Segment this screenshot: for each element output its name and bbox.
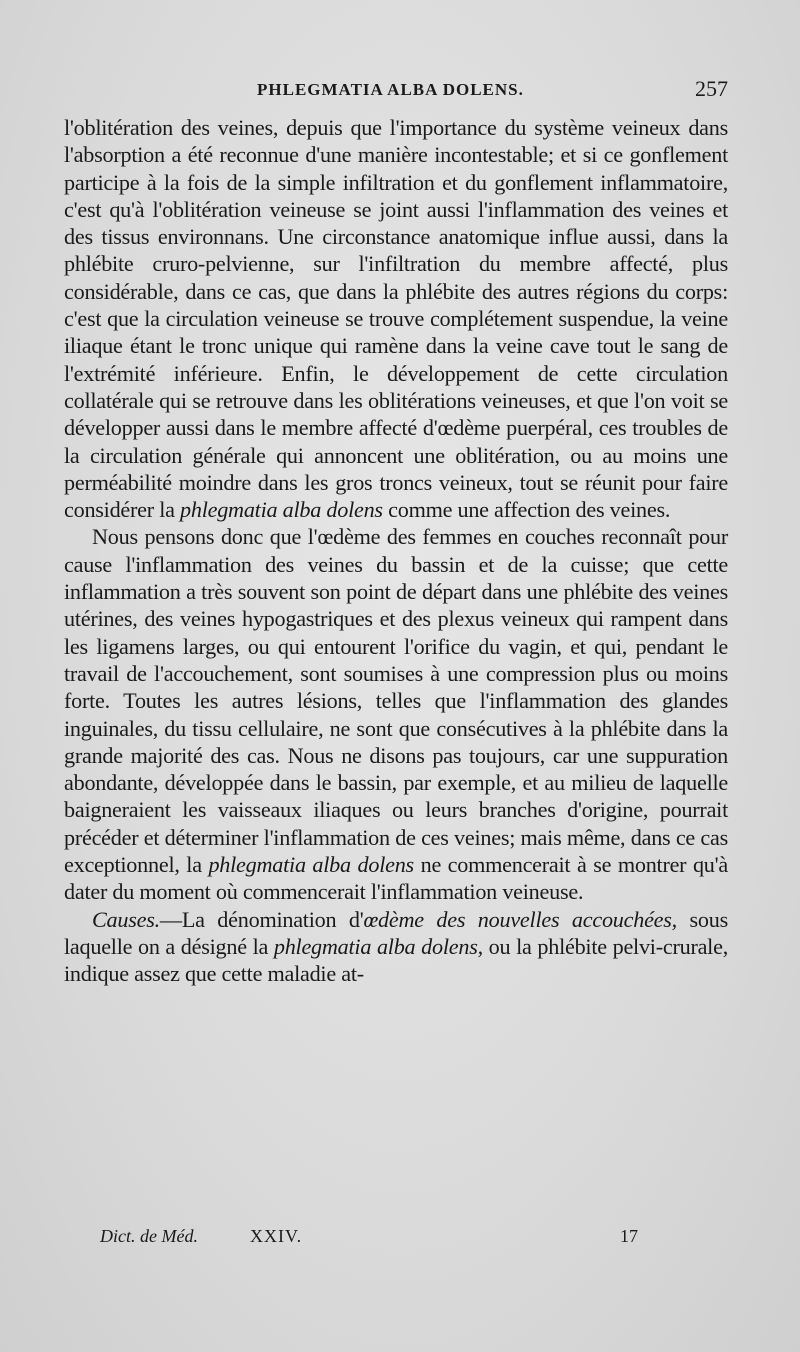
section-heading-causes: Causes. — [92, 906, 160, 932]
paragraph-3-italic-1: œdème des nouvelles accouchées, — [363, 906, 677, 932]
paragraph-3 — [64, 906, 728, 988]
paragraph-2-italic: phlegmatia alba dolens — [208, 852, 414, 878]
paragraph-3-text-b: sous laquelle on a désigné la — [64, 906, 728, 959]
paragraph-3-italic-2: phlegmatia alba dolens, — [273, 933, 483, 959]
paragraph-2-text: Nous pensons donc que l'œdème des femmes en couches reconnaît pour cause l'inflammation des veines du bassin et de la cuisse; que cette inflammation a très souvent son point de départ dans une phlébite des veines utérines, des veines hypogastriques et des plexus veineux qui rampent dans les ligamens larges, ou qui entourent l'orifice du vagin, et qui, pendant le travail de l'accouchement, sont soumises à une compression plus ou moins forte. Toutes les autres lésions, telles que l'inflammation des glandes inguinales, du tissu cellulaire, ne sont que consécutives à la phlébite dans la grande majorité des cas. Nous ne disons pas toujours, car une suppuration abondante, développée dans le bassin, par exemple, et au milieu de laquelle baigneraient les vaisseaux iliaques ou leurs branches d'origine, pourrait précéder et déterminer l'inflammation de ces veines; mais même, dans ce cas exceptionnel, la — [64, 524, 728, 878]
paragraph-2 — [64, 523, 728, 905]
signature-number: 17 — [620, 1226, 638, 1246]
paragraph-3-text-c: ou la phlébite pelvi-crurale, indique assez que cette maladie at- — [64, 933, 728, 987]
page-header — [62, 76, 728, 106]
page-number: 257 — [695, 76, 728, 101]
signature-title: Dict. de Méd. — [100, 1226, 198, 1246]
running-title: PHLEGMATIA ALBA DOLENS. — [257, 80, 524, 99]
paragraph-3-text-a: —La dénomination d' — [159, 906, 364, 932]
volume-number: XXIV. — [250, 1226, 303, 1246]
body-text — [64, 114, 728, 988]
page-footer — [100, 1226, 660, 1254]
paragraph-2-end: ne commencerait à se montrer qu'à dater du moment où commencerait l'inflammation veineuse. — [64, 852, 728, 905]
paragraph-1-italic: phlegmatia alba dolens — [180, 497, 383, 523]
paragraph-1 — [64, 114, 728, 523]
paragraph-1-end: comme une affection des veines. — [388, 497, 671, 523]
paragraph-1-text: l'oblitération des veines, depuis que l'importance du système veineux dans l'absorption a été reconnue d'une manière incontestable; et si ce gonflement participe à la fois de la simple infiltration et du gonflement inflammatoire, c'est qu'à l'oblitération veineuse se joint aussi l'inflammation des veines et des tissus environnans. Une circonstance anatomique influe aussi, dans la phlébite cruro-pelvienne, sur l'infiltration du membre affecté, plus considérable, dans ce cas, que dans la phlébite des autres régions du corps: c'est que la circulation veineuse se trouve complétement suspendue, la veine iliaque étant le tronc unique qui ramène dans la veine cave tout le sang de l'extrémité inférieure. Enfin, le développement de cette circulation collatérale qui se retrouve dans les oblitérations veineuses, et que l'on voit se développer aussi dans le membre affecté d'œdème puerpéral, ces troubles de la circulation générale qui annoncent une oblitération, ou au moins une perméabilité moindre dans les gros troncs veineux, tout se réunit pour faire considérer la — [64, 115, 728, 523]
